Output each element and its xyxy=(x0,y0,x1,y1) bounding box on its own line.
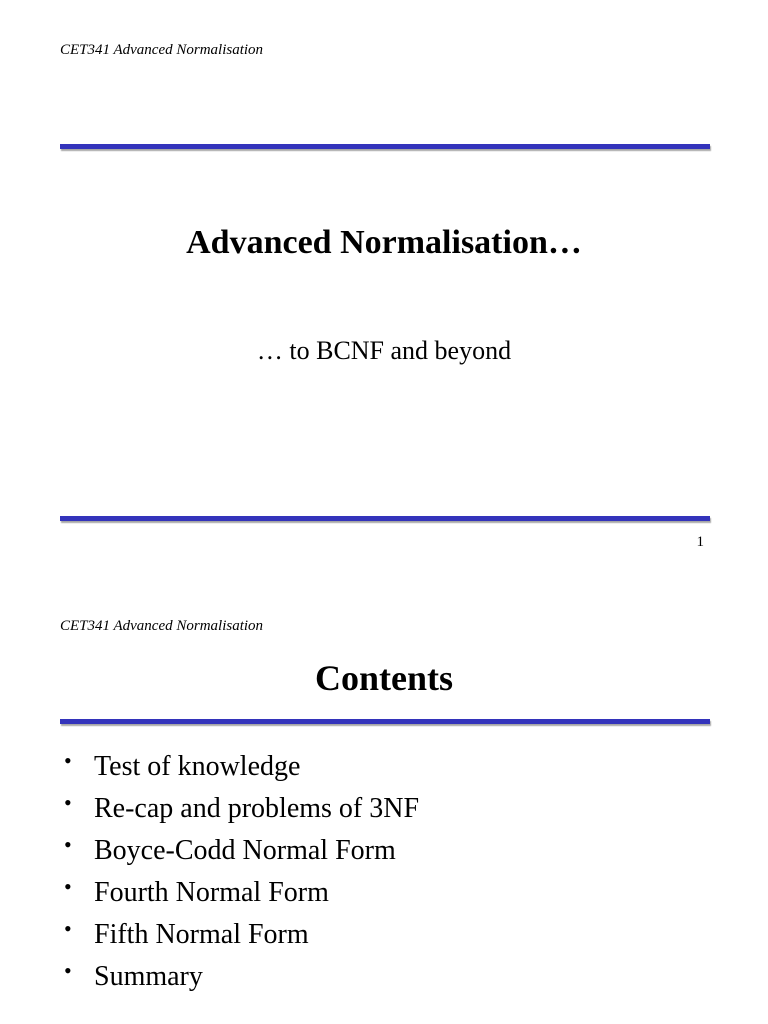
list-item-text: Re-cap and problems of 3NF xyxy=(94,793,420,824)
list-item-text: Fourth Normal Form xyxy=(94,877,329,908)
bullet-icon: • xyxy=(64,790,72,815)
list-item-text: Summary xyxy=(94,961,203,992)
bullet-icon: • xyxy=(64,916,72,941)
slide-1-top-rule xyxy=(60,144,710,149)
slide-1-bottom-rule xyxy=(60,516,710,521)
slide-1-header: CET341 Advanced Normalisation xyxy=(60,42,264,58)
page-number: 1 xyxy=(696,534,704,550)
slide-1-title: Advanced Normalisation… xyxy=(186,224,582,261)
bullet-icon: • xyxy=(64,832,72,857)
slide-2-rule xyxy=(60,719,710,724)
bullet-icon: • xyxy=(64,874,72,899)
list-item-text: Test of knowledge xyxy=(94,751,301,782)
list-item-text: Boyce-Codd Normal Form xyxy=(94,835,396,866)
slide-2-header: CET341 Advanced Normalisation xyxy=(60,618,264,634)
bullet-icon: • xyxy=(64,958,72,983)
slide-2-title: Contents xyxy=(314,658,453,698)
list-item-text: Fifth Normal Form xyxy=(94,919,309,950)
bullet-icon: • xyxy=(64,748,72,773)
slide-1-subtitle: … to BCNF and beyond xyxy=(256,336,512,365)
